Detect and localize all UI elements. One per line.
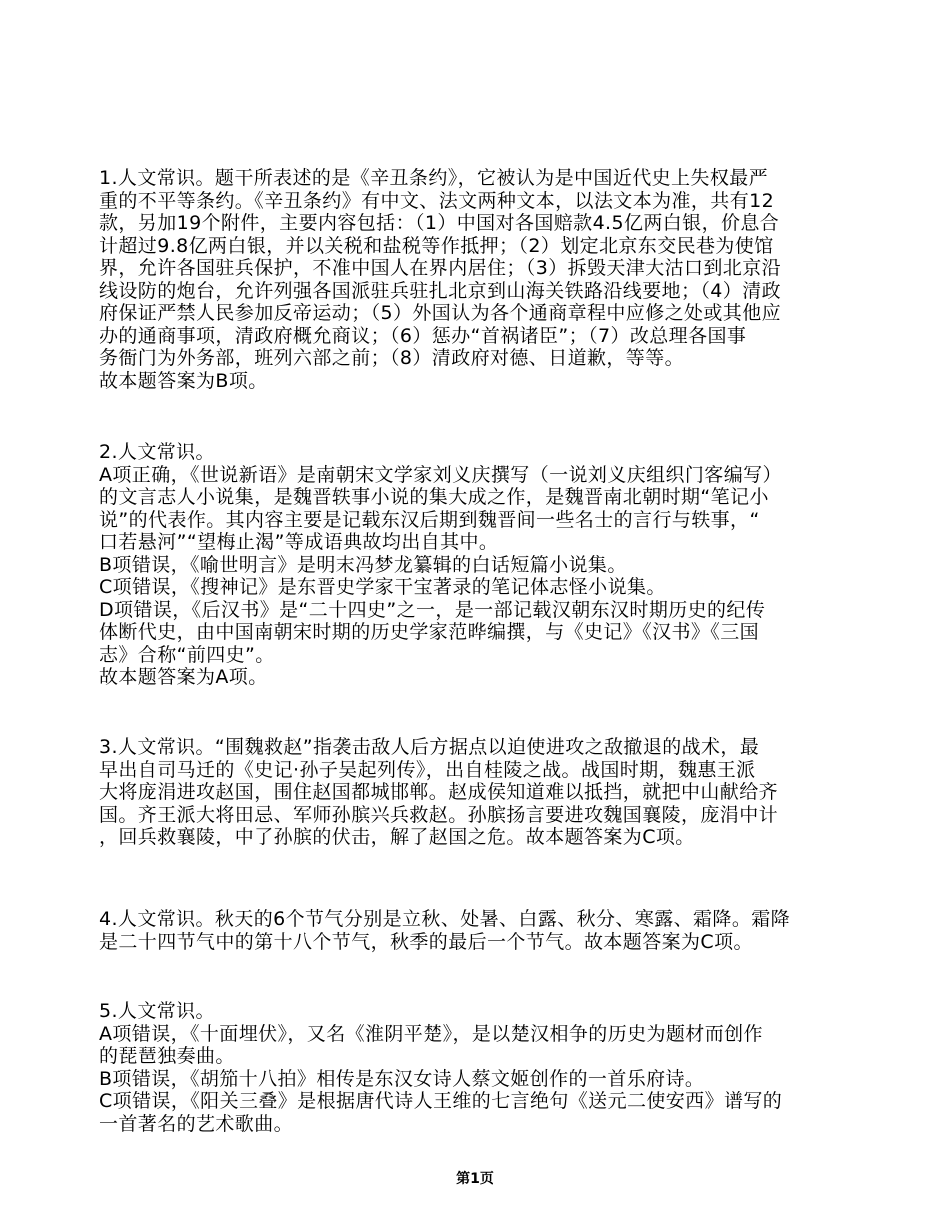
text-line: 体断代史，由中国南朝宋时期的历史学家范晔编撰，与《史记》《汉书》《三国 [99,621,760,643]
text-line: A项错误，《十面埋伏》，又名《淮阴平楚》，是以楚汉相争的历史为题材而创作 [99,1022,763,1045]
text-line: 的琵琶独奏曲。 [99,1045,235,1067]
text-line: 重的不平等条约。《辛丑条约》有中文、法文两种文本，以法文本为准，共有12 [99,189,775,212]
text-line: 办的通商事项，清政府概允商议；（6）惩办“首祸诸臣”；（7）改总理各国事 [99,324,747,347]
text-line: 故本题答案为A项。 [99,666,268,688]
text-line: 口若悬河”“望梅止渴”等成语典故均出自其中。 [99,531,499,553]
text-line: 早出自司马迁的《史记·孙子吴起列传》，出自桂陵之战。战国时期，魏惠王派 [99,758,756,781]
text-line: 2.人文常识。 [99,441,215,463]
text-line: 5.人文常识。 [99,1000,215,1022]
text-line: D项错误，《后汉书》是“二十四史”之一，是一部记载汉朝东汉时期历史的纪传 [99,598,766,621]
text-line: B项错误，《喻世明言》是明末冯梦龙纂辑的白话短篇小说集。 [99,553,627,576]
text-line: ，回兵救襄陵，中了孙膑的伏击，解了赵国之危。故本题答案为C项。 [99,826,695,848]
answer-explanation-2 [99,441,869,689]
text-line: 一首著名的艺术歌曲。 [99,1112,294,1135]
text-line: 故本题答案为B项。 [99,369,268,392]
answer-explanation-1 [99,167,869,392]
text-line: C项错误，《阳关三叠》是根据唐代诗人王维的七言绝句《送元二使安西》谱写的 [99,1090,783,1112]
answer-explanation-3 [99,736,869,849]
text-line: 款，另加19个附件，主要内容包括：（1）中国对各国赔款4.5亿两白银，价息合 [99,212,780,234]
text-line: 界，允许各国驻兵保护，不准中国人在界内居住；（3）拆毁天津大沽口到北京沿 [99,257,781,279]
text-line: 计超过9.8亿两白银，并以关税和盐税等作抵押；（2）划定北京东交民巷为使馆 [99,234,774,257]
text-line: 4.人文常识。秋天的6个节气分别是立秋、处暑、白露、秋分、寒露、霜降。霜降 [99,908,791,930]
text-line: 线设防的炮台，允许列强各国派驻兵驻扎北京到山海关铁路沿线要地；（4）清政 [99,279,781,302]
text-line: 的文言志人小说集，是魏晋轶事小说的集大成之作，是魏晋南北朝时期“笔记小 [99,486,769,508]
text-line: 3.人文常识。“围魏救赵”指袭击敌人后方据点以迫使进攻之敌撤退的战术，最 [99,736,760,758]
text-line: 大将庞涓进攻赵国，围住赵国都城邯郸。赵成侯知道难以抵挡，就把中山献给齐 [99,781,779,803]
text-line: 说”的代表作。其内容主要是记载东汉后期到魏晋间一些名士的言行与轶事，“ [99,508,760,531]
answer-explanation-5 [99,1000,869,1135]
text-line: C项错误，《搜神记》是东晋史学家干宝著录的笔记体志怪小说集。 [99,576,666,598]
text-line: 国。齐王派大将田忌、军师孙膑兴兵救赵。孙膑扬言要进攻魏国襄陵，庞涓中计 [99,803,779,826]
text-line: 务衙门为外务部，班列六部之前；（8）清政府对德、日道歉，等等。 [99,347,684,369]
page-number: 第1页 [456,1171,494,1187]
document-page [99,0,869,1230]
text-line: 志》合称“前四史”。 [99,643,275,666]
text-line: 是二十四节气中的第十八个节气，秋季的最后一个节气。故本题答案为C项。 [99,930,753,953]
answer-explanation-4 [99,908,869,953]
text-line: 1.人文常识。题干所表述的是《辛丑条约》，它被认为是中国近代史上失权最严 [99,167,769,189]
text-line: 府保证严禁人民参加反帝运动；（5）外国认为各个通商章程中应修之处或其他应 [99,302,781,324]
text-line: B项错误，《胡笳十八拍》相传是东汉女诗人蔡文姬创作的一首乐府诗。 [99,1067,705,1090]
text-line: A项正确，《世说新语》是南朝宋文学家刘义庆撰写（一说刘义庆组织门客编写） [99,463,782,486]
